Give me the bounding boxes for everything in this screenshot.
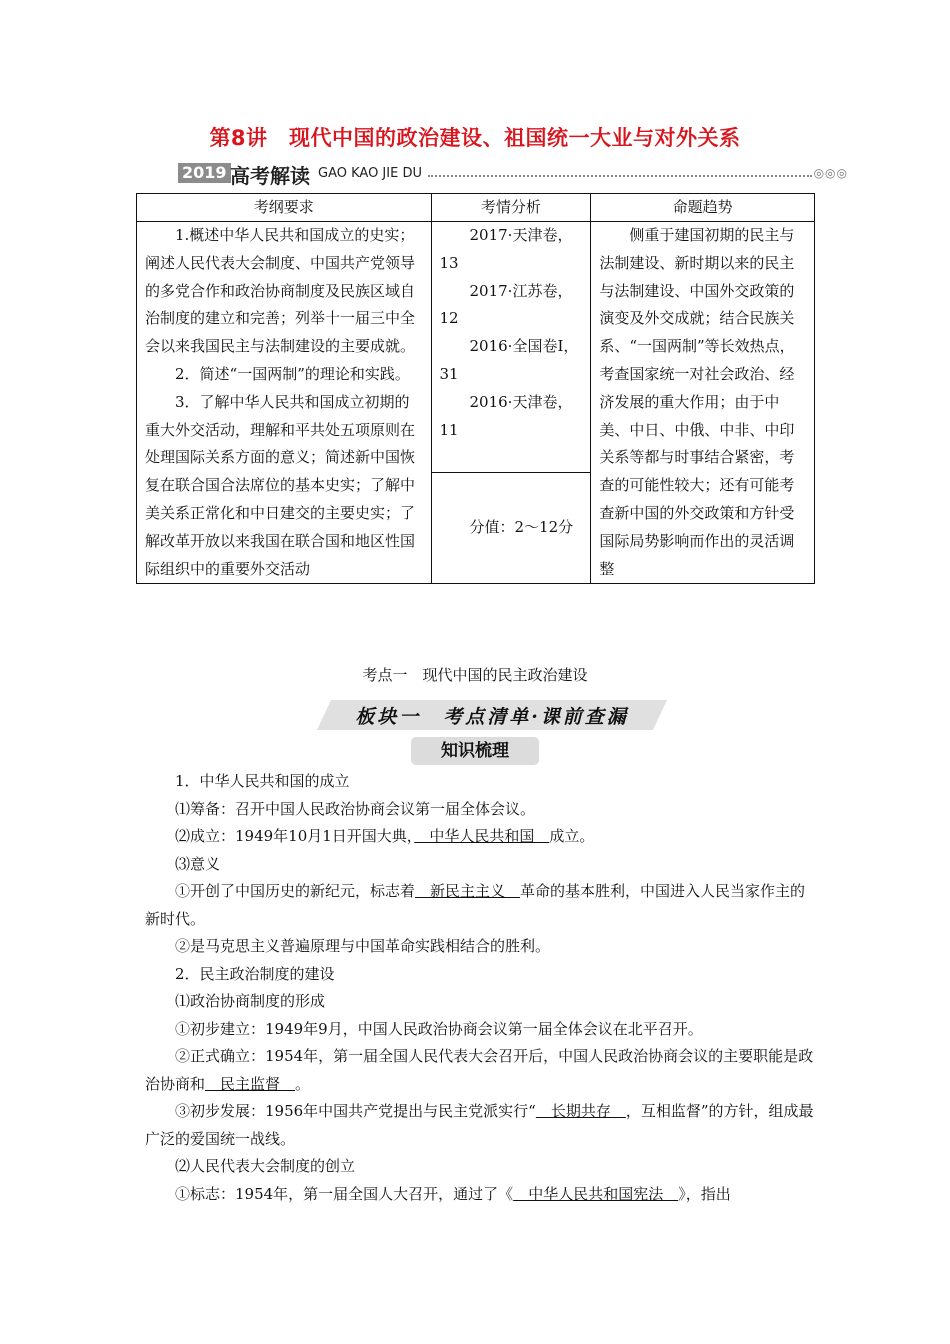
section-heading: 考点一 现代中国的民主政治建设 [362,666,588,684]
header-analysis: 考情分析 [431,194,591,222]
header-requirements: 考纲要求 [137,194,432,222]
text: 。 [295,1074,311,1093]
table-header-row [137,194,815,222]
paragraph: ⑴筹备：召开中国人民政治协商会议第一届全体会议。 [175,799,536,818]
paragraph: ①初步建立：1949年9月，中国人民政治协商会议第一届全体会议在北平召开。 [175,1019,703,1038]
text: 成立。 [549,827,595,845]
score-text: 分值：2～12分 [469,518,574,537]
text: ③初步发展：1956年中国共产党提出与民主党派实行“ [175,1102,536,1120]
paragraph: ②是马克思主义普遍原理与中国革命实践相结合的胜利。 [175,937,551,955]
knowledge-body [145,768,815,1208]
exam-interpretation-banner [178,160,848,186]
requirements-cell [137,222,432,584]
paragraph: ⑴政治协商制度的形成 [175,992,326,1010]
blank-answer: 新民主主义 [415,882,521,900]
trend-cell [591,222,815,584]
paragraph: 2．民主政治制度的建设 [175,964,335,983]
paragraph [145,878,815,933]
analysis-item: 2017·江苏卷，12 [439,281,573,328]
requirement-item: 2．简述“一国两制”的理论和实践。 [175,364,410,383]
text: ①标志：1954年，第一届全国人大召开，通过了《 [175,1184,514,1203]
paragraph [145,1043,815,1098]
analysis-item: 2016·全国卷Ⅰ，31 [439,337,579,383]
blank-answer: 中华人民共和国宪法 [513,1184,679,1203]
knowledge-label: 知识梳理 [411,737,539,765]
analysis-item: 2016·天津卷，11 [439,392,573,439]
paragraph [145,1181,815,1209]
blank-answer: 中华人民共和国 [414,827,550,845]
banner-year: 2019 [178,163,231,183]
blank-answer: 长期共存 [535,1102,626,1120]
requirement-item: 3．了解中华人民共和国成立初期的重大外交活动，理解和平共处五项原则在处理国际关系方面的意义；简述新中国恢复在联合国合法席位的基本史实；了解中美关系正常化和中日建交的主要史实；了解改革开放以来我国在联合国和地区性国际组织中的重要外交活动 [145,392,416,578]
blank-answer: 民主监督 [205,1074,296,1093]
page-title: 第8讲 现代中国的政治建设、祖国统一大业与对外关系 [209,126,741,150]
paragraph: 1．中华人民共和国的成立 [175,772,350,790]
paragraph: ⑶意义 [175,854,221,873]
paragraph [145,1098,815,1153]
paragraph [145,823,815,851]
score-cell [431,473,591,584]
text: 革命的基本胜利，中国进入人民当家作主的新时代。 [145,882,806,928]
trend-text: 侧重于建国初期的民主与法制建设、新时期以来的民主与法制建设、中国外交政策的演变及外交成就；结合民族关系、“一国两制”等长效热点，考查国家统一对社会政治、经济发展的重大作用；由于中美、中日、中俄、中非、中印关系等都与时事结合紧密，考查的可能性较大；还有可能考查新中国的外交政策和方针受国际局势影响而作出的灵活调整 [599,226,795,578]
board-banner [318,700,666,730]
banner-dots-icon: ◎◎◎ [813,166,848,180]
analysis-cell [431,222,591,473]
board-title: 板块一 考点清单·课前查漏 [355,706,629,728]
header-trend: 命题趋势 [591,194,815,222]
exam-table [136,193,815,584]
banner-divider [428,175,812,177]
paragraph: ⑵人民代表大会制度的创立 [175,1157,356,1175]
text: ①开创了中国历史的新纪元，标志着 [175,882,416,900]
analysis-item: 2017·天津卷，13 [439,226,573,272]
text: ，互相监督”的方针，组成最广泛的爱国统一战线。 [145,1102,814,1148]
text: 》，指出 [678,1184,731,1203]
requirement-item: 1.概述中华人民共和国成立的史实；阐述人民代表大会制度、中国共产党领导的多党合作和政治协商制度及民族区域自治制度的建立和完善；列举十一届三中全会以来我国民主与法制建设的主要成就。 [145,226,416,356]
table-row [137,222,815,473]
banner-title: 高考解读 [230,164,310,188]
text: ⑵成立：1949年10月1日开国大典， [175,827,415,845]
text: ②正式确立：1954年，第一届全国人民代表大会召开后，中国人民政治协商会议的主要职能是政治协商和 [145,1047,814,1093]
banner-subtitle: GAO KAO JIE DU [318,166,422,181]
